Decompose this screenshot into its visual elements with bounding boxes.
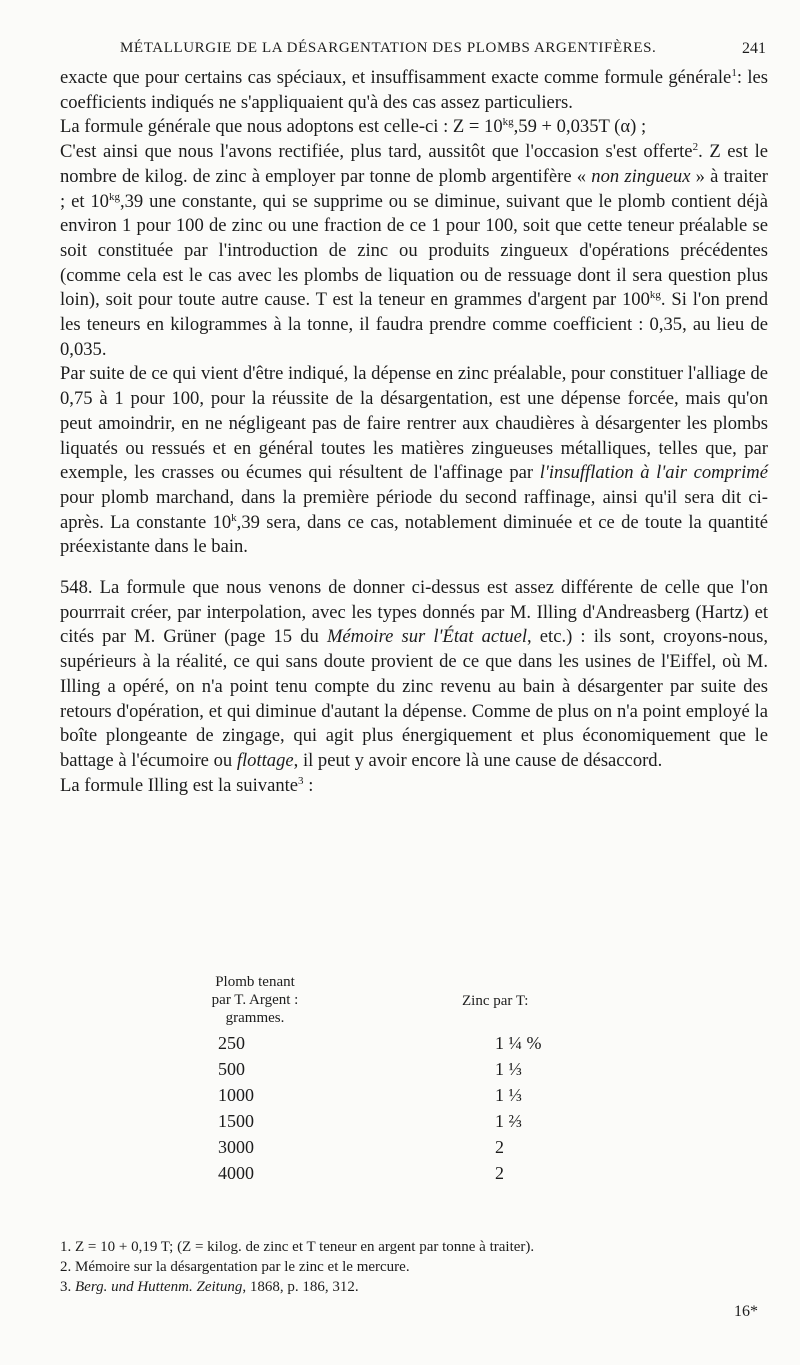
table-left-header xyxy=(200,973,310,1027)
italic-text: l'insufflation à l'air comprimé xyxy=(539,462,768,484)
footnotes xyxy=(60,1237,760,1297)
text-run: La formule Illing est la suivante xyxy=(60,774,299,796)
text-run: 548. La formule que nous venons de donner ci-dessus est assez différente de celle que l'on pourrrait créer, par interpolation, avec les types donnés par M. Illing d'Andreasberg (Hartz) et cités par M. Grüner (page 15 du xyxy=(60,577,768,648)
italic-text: Mémoire sur l'État actuel xyxy=(326,626,528,648)
text-run: ,39 sera, dans ce cas, notablement diminuée et ce de toute la quantité préexistante dans le bain. xyxy=(60,511,768,558)
zinc-value: 2 xyxy=(495,1163,504,1183)
lead-value: 1000 xyxy=(218,1085,254,1105)
text-run: , etc.) : ils sont, croyons-nous, supérieurs à la réalité, ce qui sans doute provient de ce que dans les usines de l'Eiffel, où M. Illing a opéré, on n'a point tenu compte du zinc revenu au bain à désargenter par suite des retours d'opération, et qui diminue d'autant la dépense. Comme de plus on n'a point employé la boîte plongeante de zingage, qui agit plus énergiquement et plus économiquement que le battage à l'écumoire ou xyxy=(60,626,768,771)
zinc-value: 2 xyxy=(495,1137,504,1157)
table-row xyxy=(200,1137,600,1161)
paragraph xyxy=(60,774,768,799)
text-run: : les coefficients indiqués ne s'appliquaient qu'à des cas assez particuliers. xyxy=(60,67,768,113)
table-right-header: Zinc par T: xyxy=(462,993,529,1009)
text-run: pour plomb marchand, dans la première période du second raffinage, ainsi qu'il sera dit ci-après. La constante 10 xyxy=(60,486,768,533)
text-run: . Si l'on prend les teneurs en kilogrammes à la tonne, il faudra prendre comme coefficient : 0,35, au lieu de 0,035. xyxy=(60,289,768,360)
text-run: : xyxy=(303,774,314,796)
paragraph xyxy=(60,362,768,560)
text-run: , il peut y avoir encore là une cause de désaccord. xyxy=(293,749,663,771)
zinc-value: 1 ¼ % xyxy=(495,1033,542,1053)
italic-text: Berg. und Huttenm. Zeitung xyxy=(75,1279,243,1295)
paragraph xyxy=(60,66,768,115)
table-left-header-line: grammes. xyxy=(225,1010,285,1026)
text-run: 3. xyxy=(60,1279,75,1295)
zinc-value: 1 ⅓ xyxy=(495,1059,522,1079)
table-row xyxy=(200,1163,600,1187)
superscript: 3 xyxy=(298,774,304,787)
lead-value: 500 xyxy=(218,1059,245,1079)
text-run: , 1868, p. 186, 312. xyxy=(242,1279,359,1295)
table-row xyxy=(200,1059,600,1083)
header-title: MÉTALLURGIE DE LA DÉSARGENTATION DES PLOMBS ARGENTIFÈRES. xyxy=(120,40,657,56)
text-run: 2. Mémoire sur la désargentation par le zinc et le mercure. xyxy=(60,1259,410,1275)
superscript: 2 xyxy=(692,140,699,153)
lead-value: 250 xyxy=(218,1033,245,1053)
paragraph xyxy=(60,115,768,140)
paragraph xyxy=(60,576,768,774)
text-run: C'est ainsi que nous l'avons rectifiée, plus tard, aussitôt que l'occasion s'est offerte xyxy=(60,141,693,163)
zinc-value: 1 ⅓ xyxy=(495,1085,522,1105)
text-run: . Z est le nombre de kilog. de zinc à employer par tonne de plomb argentifère « xyxy=(60,141,768,187)
superscript: 1 xyxy=(731,66,737,79)
footnote xyxy=(60,1237,760,1257)
table-row xyxy=(200,1111,600,1135)
lead-value: 3000 xyxy=(218,1137,254,1157)
table-row xyxy=(200,1033,600,1057)
page-number: 241 xyxy=(742,40,766,57)
text-run: ,59 + 0,035T (α) ; xyxy=(513,116,647,138)
table-row xyxy=(200,1085,600,1109)
lead-value: 1500 xyxy=(218,1111,254,1131)
footnote xyxy=(60,1257,760,1277)
superscript: kg xyxy=(649,289,661,302)
table-left-header-line: Plomb tenant xyxy=(215,974,295,990)
text-run: ,39 une constante, qui se supprime ou se diminue, suivant que le plomb contient déjà environ 1 pour 100 de zinc ou une fraction de ce 1 pour 100, soit que cette teneur préalable se soit constituée par l'introduction de zinc ou produits zingueux d'opérations précédentes (comme cela est le cas avec les plombs de liquation ou de ressuage dont il sera question plus loin), soit pour toute autre cause. T est la teneur en grammes d'argent par 100 xyxy=(60,190,768,311)
italic-text: non zingueux xyxy=(591,165,691,187)
text-run: exacte que pour certains cas spéciaux, et insuffisamment exacte comme formule générale xyxy=(60,67,732,88)
paragraph xyxy=(60,140,768,362)
text-run: » à traiter ; et 10 xyxy=(60,165,768,212)
superscript: k xyxy=(231,511,237,524)
text-run: Par suite de ce qui vient d'être indiqué, la dépense en zinc préalable, pour constituer l'alliage de 0,75 à 1 pour 100, pour la réussite de la désargentation, est une dépense forcée, mais qu'on peut amoindrir, en ne négligeant pas de faire rentrer aux chaudières à désargenter les plombs liquatés ou ressués et en général toutes les matières zingueuses métalliques, telles que, par exemple, les crasses ou écumes qui résultent de l'affinage par xyxy=(60,363,768,484)
body-text xyxy=(60,66,768,798)
signature-mark: 16* xyxy=(734,1303,758,1320)
text-run: 1. Z = 10 + 0,19 T; (Z = kilog. de zinc et T teneur en argent par tonne à traiter). xyxy=(60,1239,535,1255)
zinc-value: 1 ⅔ xyxy=(495,1111,522,1131)
table-left-header-line: par T. Argent : xyxy=(211,992,299,1008)
footnote xyxy=(60,1277,760,1297)
italic-text: flottage xyxy=(236,749,294,771)
text-run: La formule générale que nous adoptons est celle-ci : Z = 10 xyxy=(60,116,503,138)
superscript: kg xyxy=(108,190,120,203)
lead-value: 4000 xyxy=(218,1163,254,1183)
superscript: kg xyxy=(502,116,514,129)
running-header xyxy=(0,40,800,64)
